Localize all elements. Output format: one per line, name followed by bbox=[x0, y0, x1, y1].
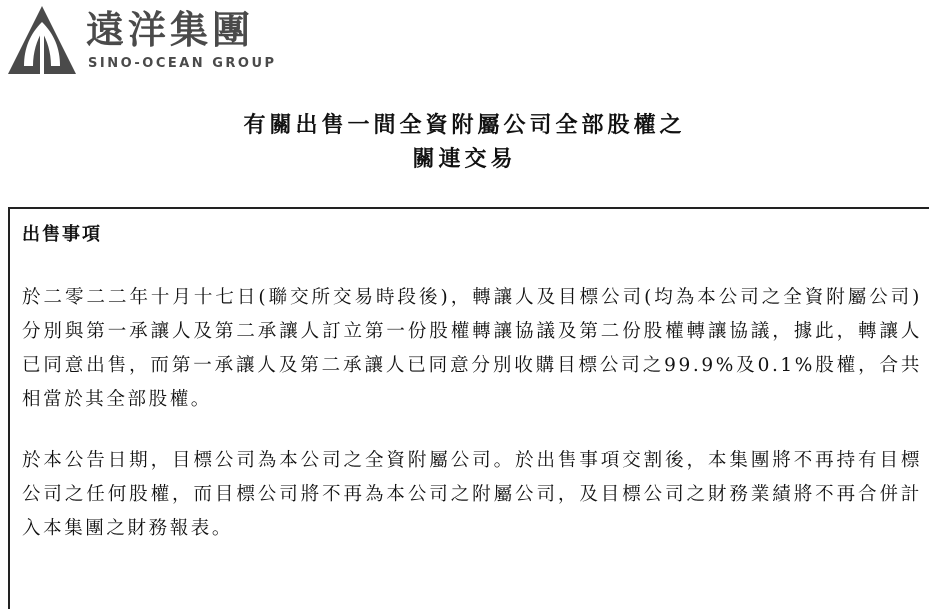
paragraph-disposal: 於二零二二年十月十七日(聯交所交易時段後)，轉讓人及目標公司(均為本公司之全資附屬公司)分別與第一承讓人及第二承讓人訂立第一份股權轉讓協議及第二份股權轉讓協議，據此，轉讓人已同意出售，而第一承讓人及第二承讓人已同意分別收購目標公司之99.9%及0.1%股權，合共相當於其全部股權。 bbox=[22, 287, 922, 410]
logo-chinese-name: 遠洋集團 bbox=[86, 8, 255, 52]
section-heading: 出售事項 bbox=[22, 224, 102, 245]
paragraph-effect: 於本公告日期，目標公司為本公司之全資附屬公司。於出售事項交割後，本集團將不再持有目標公司之任何股權，而目標公司將不再為本公司之附屬公司，及目標公司之財務業績將不再合併計入本集團之財務報表。 bbox=[22, 450, 922, 539]
announcement-title-line-2: 關連交易 bbox=[412, 147, 517, 172]
sino-ocean-logo-icon bbox=[6, 4, 78, 76]
logo-english-name: SINO-OCEAN GROUP bbox=[88, 56, 277, 71]
announcement-title-line-1: 有關出售一間全資附屬公司全部股權之 bbox=[243, 113, 686, 138]
company-logo bbox=[6, 4, 277, 76]
